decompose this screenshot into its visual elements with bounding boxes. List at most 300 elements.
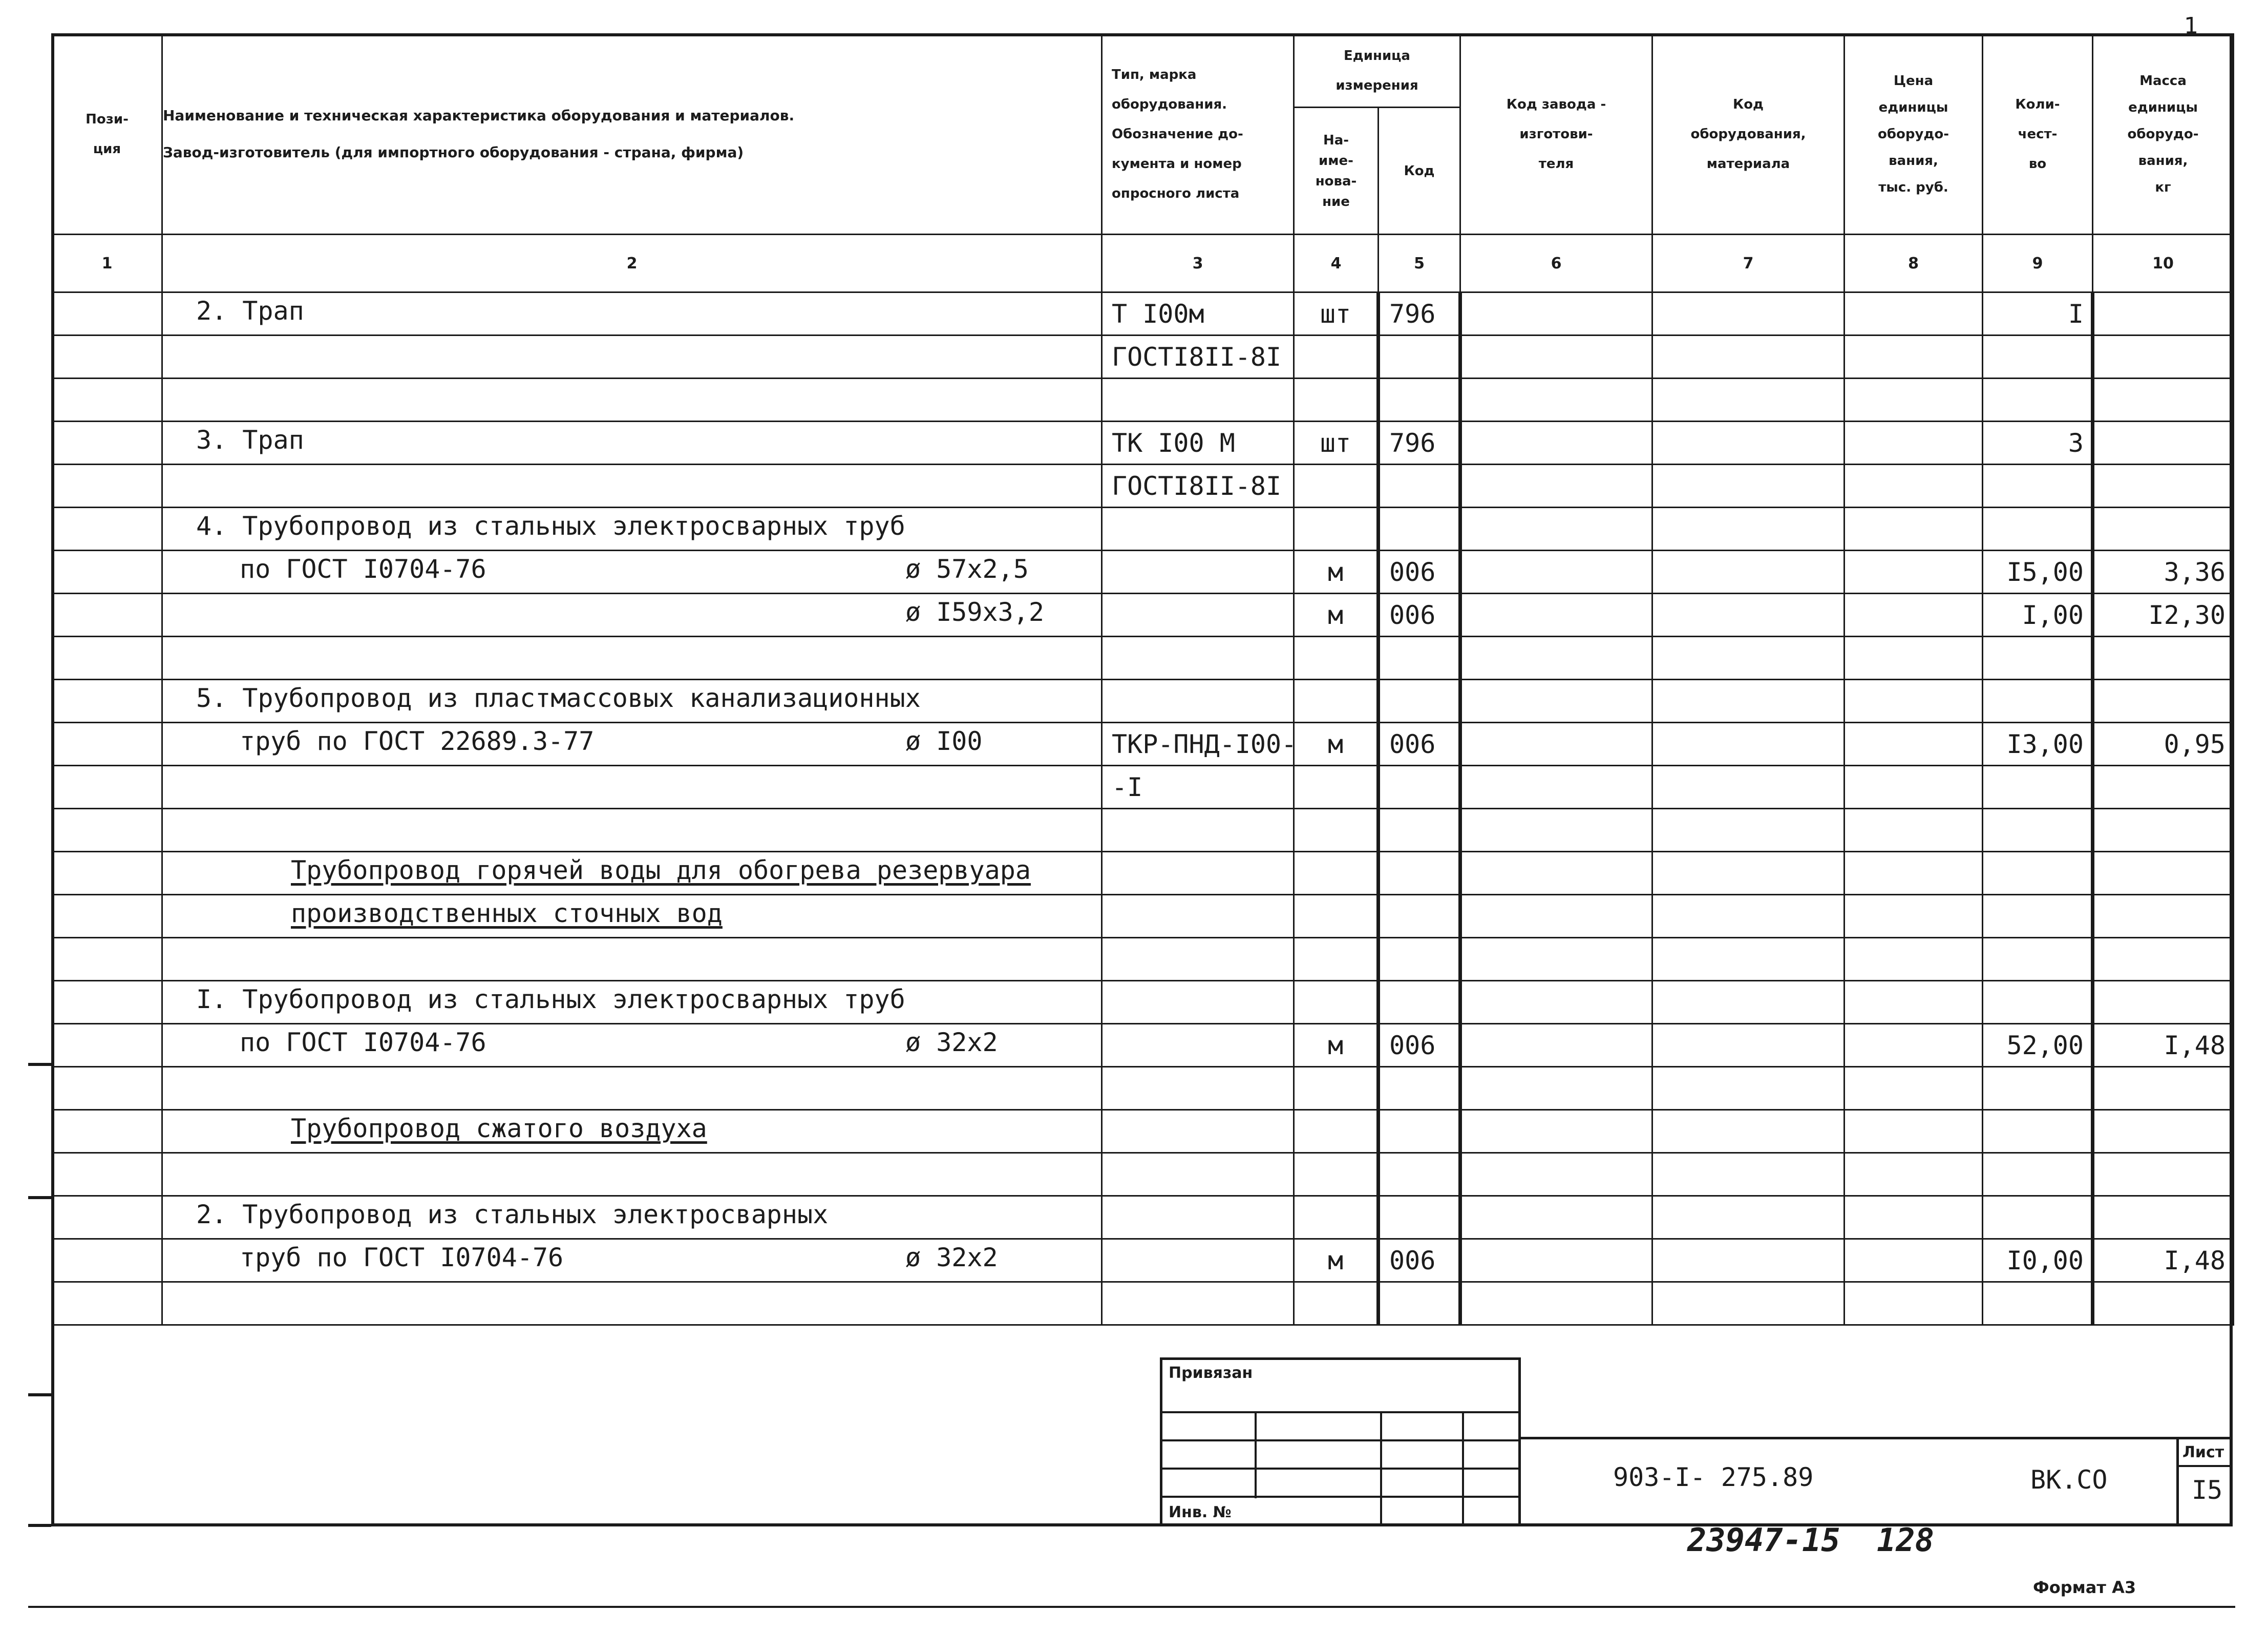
- cell-unit-code: 006: [1379, 551, 1460, 594]
- col-number: 4: [1294, 235, 1379, 292]
- cell-quantity: [1983, 379, 2093, 422]
- table-row: [52, 379, 2234, 422]
- cell-mass: [2093, 895, 2234, 938]
- cell-position: [52, 1067, 162, 1110]
- document-code: 903-I- 275.89: [1613, 1462, 1814, 1492]
- cell-equipment-code: [1652, 766, 1845, 809]
- cell-plant-code: [1460, 508, 1652, 551]
- cell-position: [52, 292, 162, 336]
- cell-plant-code: [1460, 809, 1652, 852]
- cell-quantity: [1983, 465, 2093, 508]
- cell-name: [162, 895, 1102, 938]
- cell-name: [162, 680, 1102, 723]
- cell-unit-name: м: [1294, 723, 1379, 766]
- cell-unit-name: [1294, 1153, 1379, 1196]
- cell-equipment-code: [1652, 895, 1845, 938]
- header-unit-code: Код: [1379, 108, 1460, 235]
- cell-unit-code: 006: [1379, 723, 1460, 766]
- pipe-diameter: ø 32х2: [905, 1243, 998, 1272]
- cell-plant-code: [1460, 1024, 1652, 1067]
- cell-position: [52, 1024, 162, 1067]
- cell-mass: [2093, 637, 2234, 680]
- cell-equipment-code: [1652, 336, 1845, 379]
- header-name: [162, 34, 1102, 235]
- cell-plant-code: [1460, 723, 1652, 766]
- table-row: [52, 1239, 2234, 1282]
- cell-price: [1845, 809, 1983, 852]
- header-price: Цена единицы оборудо- вания, тыс. руб.: [1845, 34, 1983, 235]
- cell-quantity: [1983, 809, 2093, 852]
- table-row: [52, 1110, 2234, 1153]
- cell-type: [1102, 809, 1294, 852]
- header-mass: Масса единицы оборудо- вания, кг: [2093, 34, 2234, 235]
- cell-position: [52, 1110, 162, 1153]
- section-heading: производственных сточных вод: [291, 898, 723, 928]
- bound-label: Привязан: [1169, 1364, 1253, 1382]
- cell-equipment-code: [1652, 981, 1845, 1024]
- table-row: [52, 938, 2234, 981]
- header-name-line1: Наименование и техническая характеристика оборудования и материалов.: [163, 107, 795, 124]
- item-description: труб по ГОСТ I0704-76: [240, 1243, 564, 1272]
- item-description: 2. Трап: [196, 296, 304, 326]
- cell-price: [1845, 1282, 1983, 1325]
- cell-price: [1845, 723, 1983, 766]
- cell-price: [1845, 895, 1983, 938]
- col-number: 5: [1379, 235, 1460, 292]
- cell-quantity: [1983, 938, 2093, 981]
- cell-type: [1102, 1110, 1294, 1153]
- cell-quantity: I5,00: [1983, 551, 2093, 594]
- table-row: [52, 852, 2234, 895]
- stamp-line: [2176, 1465, 2233, 1467]
- cell-position: [52, 508, 162, 551]
- cell-quantity: [1983, 1282, 2093, 1325]
- cell-mass: [2093, 938, 2234, 981]
- cell-equipment-code: [1652, 379, 1845, 422]
- cell-quantity: [1983, 680, 2093, 723]
- header-unit: Единица измерения: [1294, 34, 1460, 108]
- header-position: Пози- ция: [52, 34, 162, 235]
- cell-price: [1845, 938, 1983, 981]
- cell-position: [52, 680, 162, 723]
- stamp-line: [1160, 1411, 1521, 1413]
- table-row: [52, 981, 2234, 1024]
- cell-mass: I,48: [2093, 1239, 2234, 1282]
- cell-type: [1102, 981, 1294, 1024]
- cell-equipment-code: [1652, 1024, 1845, 1067]
- cell-mass: [2093, 766, 2234, 809]
- format-label: Формат А3: [2033, 1578, 2136, 1597]
- cell-equipment-code: [1652, 465, 1845, 508]
- cell-unit-name: м: [1294, 551, 1379, 594]
- table-row: [52, 1282, 2234, 1325]
- cell-equipment-code: [1652, 1153, 1845, 1196]
- cell-quantity: I0,00: [1983, 1239, 2093, 1282]
- table-row: [52, 680, 2234, 723]
- cell-unit-code: 006: [1379, 1239, 1460, 1282]
- item-description: по ГОСТ I0704-76: [240, 554, 486, 584]
- table-header: [52, 34, 2234, 292]
- cell-position: [52, 938, 162, 981]
- cell-unit-name: [1294, 766, 1379, 809]
- table-row: [52, 465, 2234, 508]
- cell-price: [1845, 508, 1983, 551]
- cell-position: [52, 1282, 162, 1325]
- cell-price: [1845, 379, 1983, 422]
- cell-type: [1102, 594, 1294, 637]
- cell-position: [52, 379, 162, 422]
- cell-unit-code: [1379, 938, 1460, 981]
- cell-name: [162, 981, 1102, 1024]
- margin-tick: [28, 1524, 51, 1527]
- cell-mass: [2093, 336, 2234, 379]
- cell-equipment-code: [1652, 594, 1845, 637]
- cell-price: [1845, 336, 1983, 379]
- cell-plant-code: [1460, 1067, 1652, 1110]
- header-name-line2: Завод-изготовитель (для импортного оборудования - страна, фирма): [163, 144, 744, 161]
- cell-price: [1845, 1024, 1983, 1067]
- cell-mass: [2093, 379, 2234, 422]
- margin-tick: [28, 1063, 51, 1066]
- cell-equipment-code: [1652, 809, 1845, 852]
- cell-unit-code: 796: [1379, 292, 1460, 336]
- cell-price: [1845, 766, 1983, 809]
- cell-plant-code: [1460, 938, 1652, 981]
- item-description: 3. Трап: [196, 425, 304, 455]
- stamp-line: [1255, 1411, 1257, 1498]
- cell-name: [162, 1153, 1102, 1196]
- cell-plant-code: [1460, 551, 1652, 594]
- cell-price: [1845, 551, 1983, 594]
- cell-price: [1845, 292, 1983, 336]
- cell-mass: [2093, 809, 2234, 852]
- col-number: 2: [162, 235, 1102, 292]
- cell-quantity: I3,00: [1983, 723, 2093, 766]
- cell-equipment-code: [1652, 637, 1845, 680]
- cell-name: [162, 1024, 1102, 1067]
- cell-name: [162, 1110, 1102, 1153]
- cell-mass: [2093, 1282, 2234, 1325]
- cell-equipment-code: [1652, 852, 1845, 895]
- table-row: [52, 809, 2234, 852]
- cell-price: [1845, 852, 1983, 895]
- cell-quantity: [1983, 508, 2093, 551]
- cell-plant-code: [1460, 852, 1652, 895]
- cell-equipment-code: [1652, 938, 1845, 981]
- stamp-line: [1160, 1439, 1521, 1441]
- cell-price: [1845, 1110, 1983, 1153]
- margin-tick: [28, 1393, 51, 1396]
- cell-quantity: I,00: [1983, 594, 2093, 637]
- cell-type: [1102, 379, 1294, 422]
- pipe-diameter: ø I00: [905, 726, 983, 756]
- table-row: [52, 508, 2234, 551]
- cell-type: [1102, 1196, 1294, 1239]
- header-type: Тип, марка оборудования. Обозначение до- кумента и номер опросного листа: [1102, 34, 1294, 235]
- cell-equipment-code: [1652, 723, 1845, 766]
- cell-mass: 3,36: [2093, 551, 2234, 594]
- cell-price: [1845, 422, 1983, 465]
- cell-plant-code: [1460, 594, 1652, 637]
- table-row: [52, 723, 2234, 766]
- cell-unit-name: [1294, 637, 1379, 680]
- cell-type: -I: [1102, 766, 1294, 809]
- sheet-label: Лист: [2182, 1443, 2224, 1461]
- cell-unit-code: 006: [1379, 594, 1460, 637]
- cell-type: [1102, 1239, 1294, 1282]
- table-row: [52, 1153, 2234, 1196]
- cell-position: [52, 766, 162, 809]
- cell-equipment-code: [1652, 551, 1845, 594]
- cell-type: [1102, 1024, 1294, 1067]
- cell-name: [162, 1239, 1102, 1282]
- cell-type: [1102, 852, 1294, 895]
- specification-table: [51, 33, 2234, 1326]
- cell-mass: [2093, 680, 2234, 723]
- cell-quantity: [1983, 637, 2093, 680]
- cell-unit-name: [1294, 1067, 1379, 1110]
- cell-name: [162, 336, 1102, 379]
- table-row: [52, 1067, 2234, 1110]
- cell-unit-code: [1379, 465, 1460, 508]
- cell-unit-name: [1294, 809, 1379, 852]
- cell-equipment-code: [1652, 422, 1845, 465]
- cell-mass: [2093, 1110, 2234, 1153]
- cell-mass: [2093, 422, 2234, 465]
- header-plant-code: Код завода - изготови- теля: [1460, 34, 1652, 235]
- cell-name: [162, 292, 1102, 336]
- cell-price: [1845, 981, 1983, 1024]
- cell-quantity: [1983, 1153, 2093, 1196]
- cell-unit-name: [1294, 508, 1379, 551]
- cell-quantity: [1983, 981, 2093, 1024]
- cell-name: [162, 465, 1102, 508]
- cell-quantity: 52,00: [1983, 1024, 2093, 1067]
- cell-position: [52, 1153, 162, 1196]
- col-number: 9: [1983, 235, 2093, 292]
- margin-tick: [28, 1196, 51, 1199]
- cell-unit-name: [1294, 1110, 1379, 1153]
- inv-label: Инв. №: [1169, 1503, 1232, 1521]
- cell-unit-code: [1379, 680, 1460, 723]
- cell-name: [162, 637, 1102, 680]
- cell-unit-name: [1294, 680, 1379, 723]
- cell-unit-code: [1379, 1067, 1460, 1110]
- corner-mark: 1: [2184, 13, 2198, 39]
- cell-unit-name: шт: [1294, 292, 1379, 336]
- cell-unit-name: м: [1294, 1239, 1379, 1282]
- cell-position: [52, 895, 162, 938]
- item-description: 2. Трубопровод из стальных электросварных: [196, 1200, 829, 1229]
- cell-equipment-code: [1652, 1196, 1845, 1239]
- header-quantity: Коли- чест- во: [1983, 34, 2093, 235]
- cell-name: [162, 379, 1102, 422]
- cell-name: [162, 551, 1102, 594]
- cell-equipment-code: [1652, 1067, 1845, 1110]
- bottom-rule: [28, 1606, 2235, 1608]
- cell-price: [1845, 594, 1983, 637]
- stamp-line: [1521, 1437, 2233, 1439]
- cell-quantity: [1983, 852, 2093, 895]
- cell-plant-code: [1460, 1110, 1652, 1153]
- handwritten-page: 128: [1877, 1521, 1934, 1559]
- cell-position: [52, 336, 162, 379]
- cell-unit-name: м: [1294, 594, 1379, 637]
- cell-unit-name: [1294, 852, 1379, 895]
- table-row: [52, 292, 2234, 336]
- cell-type: [1102, 895, 1294, 938]
- cell-plant-code: [1460, 1239, 1652, 1282]
- cell-mass: [2093, 465, 2234, 508]
- table-row: [52, 1024, 2234, 1067]
- cell-position: [52, 852, 162, 895]
- cell-unit-name: [1294, 379, 1379, 422]
- cell-type: [1102, 1067, 1294, 1110]
- cell-equipment-code: [1652, 680, 1845, 723]
- cell-position: [52, 809, 162, 852]
- header-equipment-code: Код оборудования, материала: [1652, 34, 1845, 235]
- cell-plant-code: [1460, 981, 1652, 1024]
- col-number: 8: [1845, 235, 1983, 292]
- cell-unit-code: [1379, 637, 1460, 680]
- section-code: ВК.СО: [2030, 1465, 2108, 1495]
- col-number: 10: [2093, 235, 2234, 292]
- cell-position: [52, 1239, 162, 1282]
- stamp-line: [2176, 1437, 2179, 1526]
- cell-plant-code: [1460, 465, 1652, 508]
- cell-quantity: 3: [1983, 422, 2093, 465]
- cell-name: [162, 1196, 1102, 1239]
- handwritten-number: 23947-15: [1687, 1521, 1840, 1559]
- cell-mass: I2,30: [2093, 594, 2234, 637]
- cell-price: [1845, 1196, 1983, 1239]
- cell-position: [52, 637, 162, 680]
- cell-unit-name: [1294, 336, 1379, 379]
- cell-equipment-code: [1652, 1239, 1845, 1282]
- cell-price: [1845, 1067, 1983, 1110]
- cell-plant-code: [1460, 680, 1652, 723]
- cell-position: [52, 1196, 162, 1239]
- cell-position: [52, 981, 162, 1024]
- cell-price: [1845, 1153, 1983, 1196]
- cell-unit-name: [1294, 895, 1379, 938]
- cell-quantity: [1983, 336, 2093, 379]
- cell-unit-code: [1379, 852, 1460, 895]
- cell-unit-code: [1379, 766, 1460, 809]
- cell-unit-name: [1294, 981, 1379, 1024]
- cell-type: [1102, 680, 1294, 723]
- cell-mass: 0,95: [2093, 723, 2234, 766]
- cell-position: [52, 551, 162, 594]
- cell-plant-code: [1460, 1282, 1652, 1325]
- cell-name: [162, 594, 1102, 637]
- cell-price: [1845, 680, 1983, 723]
- cell-unit-code: [1379, 1282, 1460, 1325]
- cell-unit-name: [1294, 938, 1379, 981]
- cell-unit-code: [1379, 508, 1460, 551]
- cell-mass: [2093, 1153, 2234, 1196]
- cell-name: [162, 766, 1102, 809]
- column-number-row: [52, 235, 2234, 292]
- cell-unit-code: 006: [1379, 1024, 1460, 1067]
- item-description: 4. Трубопровод из стальных электросварных труб: [196, 511, 905, 541]
- cell-unit-name: [1294, 1282, 1379, 1325]
- col-number: 3: [1102, 235, 1294, 292]
- pipe-diameter: ø I59х3,2: [905, 597, 1044, 627]
- cell-mass: [2093, 1067, 2234, 1110]
- cell-name: [162, 809, 1102, 852]
- cell-unit-name: м: [1294, 1024, 1379, 1067]
- cell-type: ТК I00 М: [1102, 422, 1294, 465]
- col-number: 7: [1652, 235, 1845, 292]
- cell-type: [1102, 508, 1294, 551]
- cell-name: [162, 1282, 1102, 1325]
- cell-quantity: [1983, 1067, 2093, 1110]
- table-row: [52, 594, 2234, 637]
- cell-unit-code: [1379, 336, 1460, 379]
- cell-type: ТКР-ПНД-I00-: [1102, 723, 1294, 766]
- table-body: [52, 292, 2234, 1325]
- cell-unit-code: [1379, 379, 1460, 422]
- cell-quantity: [1983, 895, 2093, 938]
- stamp-line: [1160, 1496, 1521, 1498]
- table-row: [52, 422, 2234, 465]
- stamp-line: [1462, 1411, 1464, 1526]
- cell-position: [52, 594, 162, 637]
- cell-name: [162, 852, 1102, 895]
- cell-quantity: [1983, 1110, 2093, 1153]
- cell-name: [162, 723, 1102, 766]
- cell-unit-code: 796: [1379, 422, 1460, 465]
- cell-position: [52, 422, 162, 465]
- cell-position: [52, 465, 162, 508]
- cell-unit-code: [1379, 895, 1460, 938]
- table-row: [52, 336, 2234, 379]
- cell-type: [1102, 938, 1294, 981]
- cell-type: [1102, 1282, 1294, 1325]
- sheet-number: I5: [2192, 1475, 2223, 1505]
- section-heading: Трубопровод горячей воды для обогрева резервуара: [291, 855, 1031, 885]
- cell-unit-code: [1379, 1110, 1460, 1153]
- col-number: 6: [1460, 235, 1652, 292]
- cell-unit-code: [1379, 1153, 1460, 1196]
- header-unit-name: На- име- нова- ние: [1294, 108, 1379, 235]
- cell-mass: I,48: [2093, 1024, 2234, 1067]
- cell-price: [1845, 465, 1983, 508]
- item-description: труб по ГОСТ 22689.3-77: [240, 726, 595, 756]
- cell-position: [52, 723, 162, 766]
- stamp-line: [1380, 1411, 1382, 1526]
- cell-name: [162, 508, 1102, 551]
- cell-quantity: [1983, 766, 2093, 809]
- cell-name: [162, 938, 1102, 981]
- cell-plant-code: [1460, 336, 1652, 379]
- cell-unit-code: [1379, 981, 1460, 1024]
- cell-plant-code: [1460, 766, 1652, 809]
- item-description: по ГОСТ I0704-76: [240, 1028, 486, 1057]
- cell-unit-name: шт: [1294, 422, 1379, 465]
- pipe-diameter: ø 32х2: [905, 1028, 998, 1057]
- cell-type: [1102, 551, 1294, 594]
- cell-type: [1102, 1153, 1294, 1196]
- cell-equipment-code: [1652, 292, 1845, 336]
- cell-type: Т I00м: [1102, 292, 1294, 336]
- stamp-line: [1160, 1468, 1521, 1470]
- cell-equipment-code: [1652, 508, 1845, 551]
- cell-quantity: [1983, 1196, 2093, 1239]
- table-row: [52, 895, 2234, 938]
- cell-unit-name: [1294, 1196, 1379, 1239]
